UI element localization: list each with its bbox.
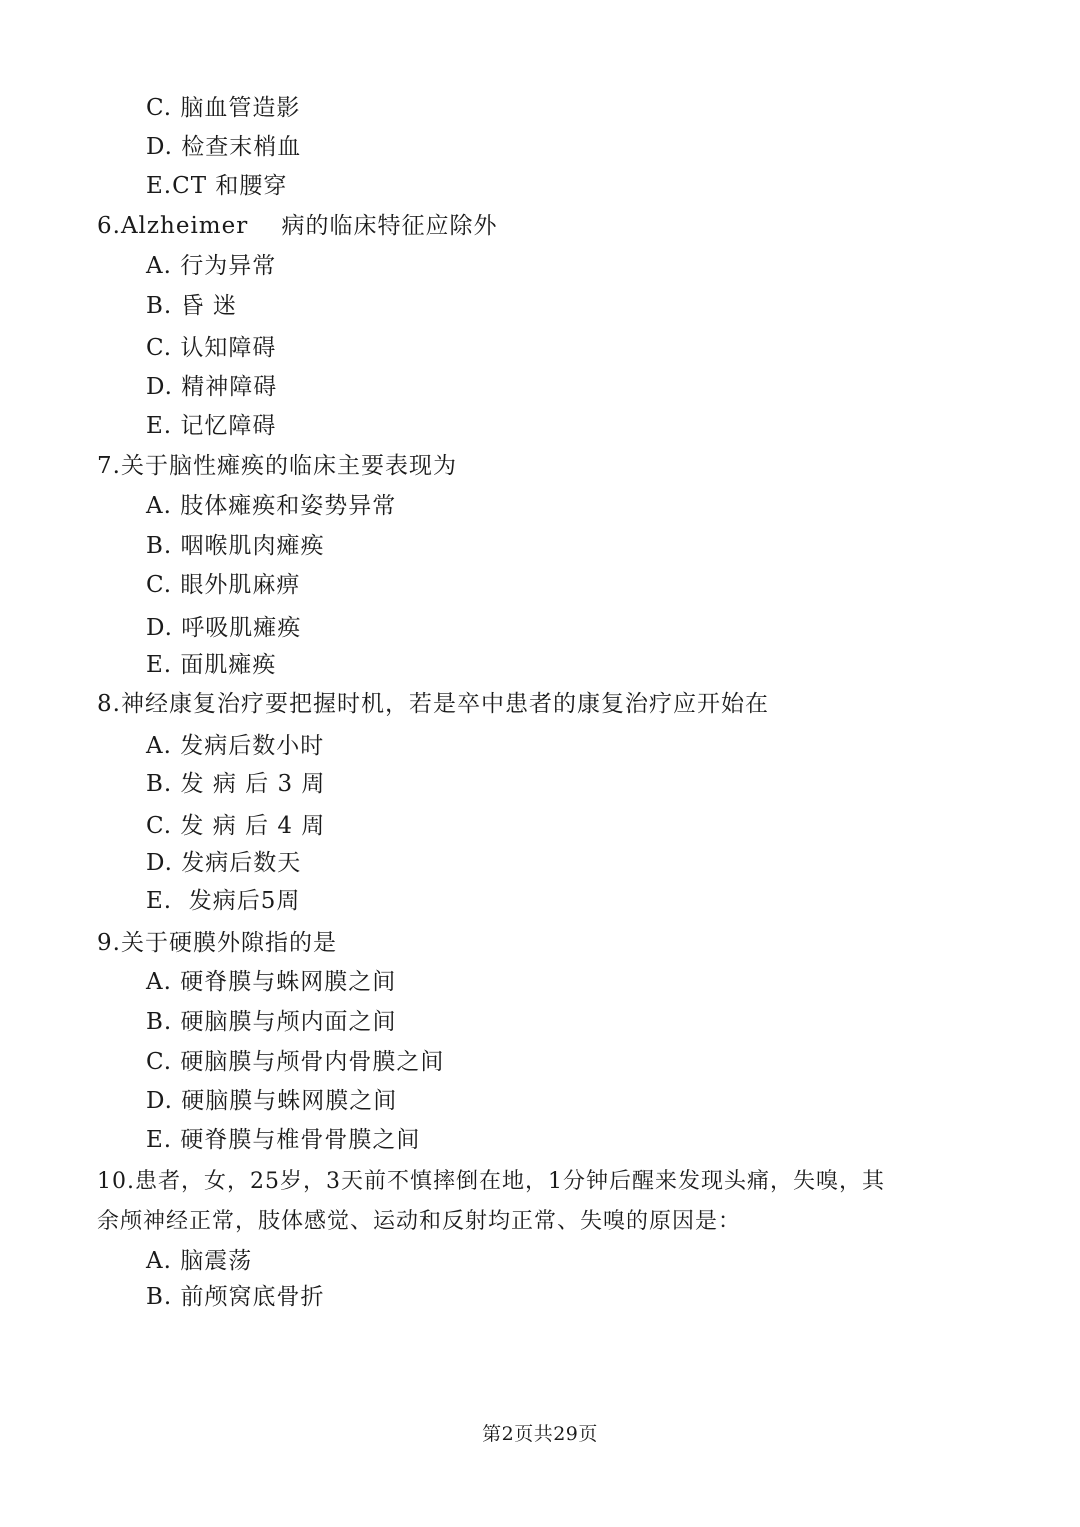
- q8-option-a: A. 发病后数小时: [146, 733, 325, 759]
- q6-option-c: C. 认知障碍: [146, 335, 277, 361]
- q7-option-d: D. 呼吸肌瘫痪: [146, 615, 302, 641]
- q7-option-e: E. 面肌瘫痪: [146, 652, 277, 678]
- q7-option-b: B. 咽喉肌肉瘫痪: [146, 533, 325, 559]
- q9-option-d: D. 硬脑膜与蛛网膜之间: [146, 1088, 398, 1114]
- q10-stem-line2: 余颅神经正常，肢体感觉、运动和反射均正常、失嗅的原因是：: [97, 1209, 742, 1234]
- q8-stem: 8.神经康复治疗要把握时机，若是卒中患者的康复治疗应开始在: [97, 691, 769, 717]
- q10-option-a: A. 脑震荡: [146, 1248, 253, 1274]
- q9-option-b: B. 硬脑膜与颅内面之间: [146, 1009, 397, 1035]
- q9-option-e: E. 硬脊膜与椎骨骨膜之间: [146, 1127, 421, 1153]
- q8-option-b: B. 发 病 后 3 周: [146, 771, 326, 797]
- q5-option-c: C. 脑血管造影: [146, 95, 301, 121]
- q10-option-b: B. 前颅窝底骨折: [146, 1284, 325, 1310]
- page-number-footer: 第2页共29页: [482, 1423, 598, 1445]
- q5-option-e: E.CT 和腰穿: [146, 173, 288, 199]
- q9-stem: 9.关于硬膜外隙指的是: [97, 930, 337, 956]
- q6-option-e: E. 记忆障碍: [146, 413, 277, 439]
- q8-option-d: D. 发病后数天: [146, 850, 302, 876]
- q9-option-a: A. 硬脊膜与蛛网膜之间: [146, 969, 397, 995]
- q6-option-b: B. 昏 迷: [146, 293, 237, 319]
- q6-stem: 6.Alzheimer 病的临床特征应除外: [97, 213, 498, 239]
- q8-option-e: E. 发病后5周: [146, 888, 301, 914]
- q8-option-c: C. 发 病 后 4 周: [146, 813, 326, 839]
- q9-option-c: C. 硬脑膜与颅骨内骨膜之间: [146, 1049, 445, 1075]
- q6-option-a: A. 行为异常: [146, 253, 277, 279]
- q7-option-a: A. 肢体瘫痪和姿势异常: [146, 493, 397, 519]
- q7-option-c: C. 眼外肌麻痹: [146, 572, 301, 598]
- q10-stem-line1: 10.患者，女，25岁，3天前不慎摔倒在地，1分钟后醒来发现头痛，失嗅，其: [97, 1169, 885, 1194]
- q5-option-d: D. 检查末梢血: [146, 134, 302, 160]
- q7-stem: 7.关于脑性瘫痪的临床主要表现为: [97, 453, 457, 479]
- q6-option-d: D. 精神障碍: [146, 374, 278, 400]
